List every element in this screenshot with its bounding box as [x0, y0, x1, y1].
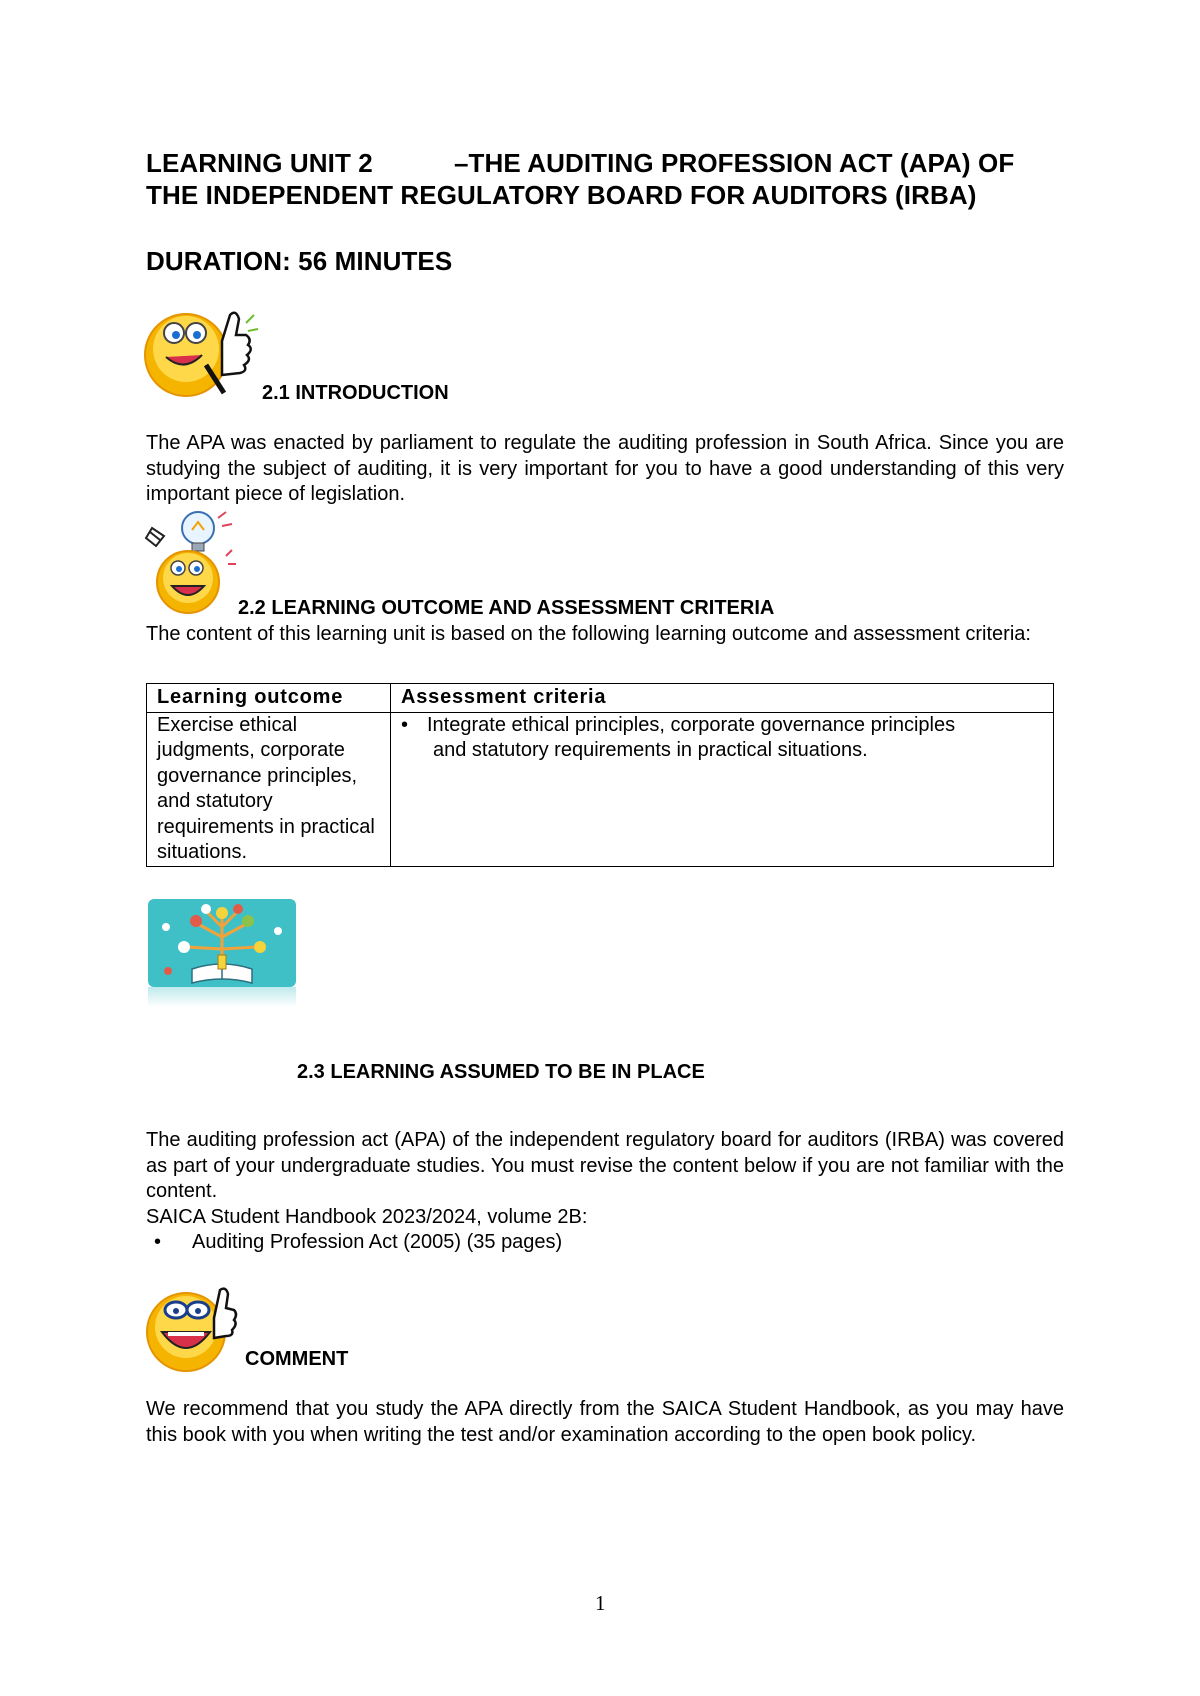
unit-label: LEARNING UNIT 2 — [146, 148, 373, 178]
bullet-icon: • — [401, 713, 409, 736]
thumbs-up-smiley-icon — [144, 305, 264, 405]
assumed-heading: 2.3 LEARNING ASSUMED TO BE IN PLACE — [297, 1061, 705, 1083]
bullet-icon: • — [154, 1231, 162, 1253]
learning-outcome-header: Learning outcome — [147, 684, 391, 713]
criteria-line-2: and statutory requirements in practical situations. — [433, 739, 868, 761]
criteria-line-1: Integrate ethical principles, corporate governance principles — [427, 713, 956, 736]
assessment-criteria-cell — [391, 712, 1054, 866]
unit-title-line1 — [146, 147, 1066, 179]
lightbulb-idea-smiley-icon — [142, 506, 242, 618]
learning-outcome-cell: Exercise ethical judgments, corporate governance principles, and statutory requirements in practical situations. — [147, 712, 391, 866]
learning-tree-book-icon — [146, 897, 298, 1009]
unit-title-main: –THE AUDITING PROFESSION ACT (APA) OF — [454, 148, 1015, 178]
table-header-row — [147, 684, 1054, 713]
unit-title-line2: THE INDEPENDENT REGULATORY BOARD FOR AUDITORS (IRBA) — [146, 180, 977, 210]
criteria-bullet-item — [401, 713, 1043, 764]
page-number: 1 — [595, 1591, 606, 1615]
handbook-reference: SAICA Student Handbook 2023/2024, volume 2B: — [146, 1206, 588, 1228]
reading-list-item — [146, 1230, 562, 1256]
duration: DURATION: 56 MINUTES — [146, 246, 453, 276]
assumed-paragraph: The auditing profession act (APA) of the independent regulatory board for auditors (IRBA) was covered as part of your undergraduate studies. You must revise the content below if you are not familiar with the content. — [146, 1129, 1064, 1202]
assessment-criteria-header: Assessment criteria — [391, 684, 1054, 713]
comment-paragraph: We recommend that you study the APA directly from the SAICA Student Handbook, as you may have this book with you when writing the test and/or examination according to the open book policy. — [146, 1398, 1064, 1446]
comment-heading: COMMENT — [245, 1348, 349, 1370]
outcome-intro-paragraph: The content of this learning unit is based on the following learning outcome and assessment criteria: — [146, 623, 1031, 645]
reading-item-text: Auditing Profession Act (2005) (35 pages) — [192, 1231, 563, 1253]
intro-paragraph: The APA was enacted by parliament to regulate the auditing profession in South Africa. Since you are studying the subject of auditing, it is very important for you to have a good understanding of this very important piece of legislation. — [146, 432, 1064, 505]
table-row — [147, 712, 1054, 866]
intro-heading: 2.1 INTRODUCTION — [262, 382, 449, 404]
outcome-heading: 2.2 LEARNING OUTCOME AND ASSESSMENT CRITERIA — [238, 597, 775, 619]
laughing-smiley-icon — [144, 1284, 244, 1374]
outcome-criteria-table — [146, 683, 1054, 867]
